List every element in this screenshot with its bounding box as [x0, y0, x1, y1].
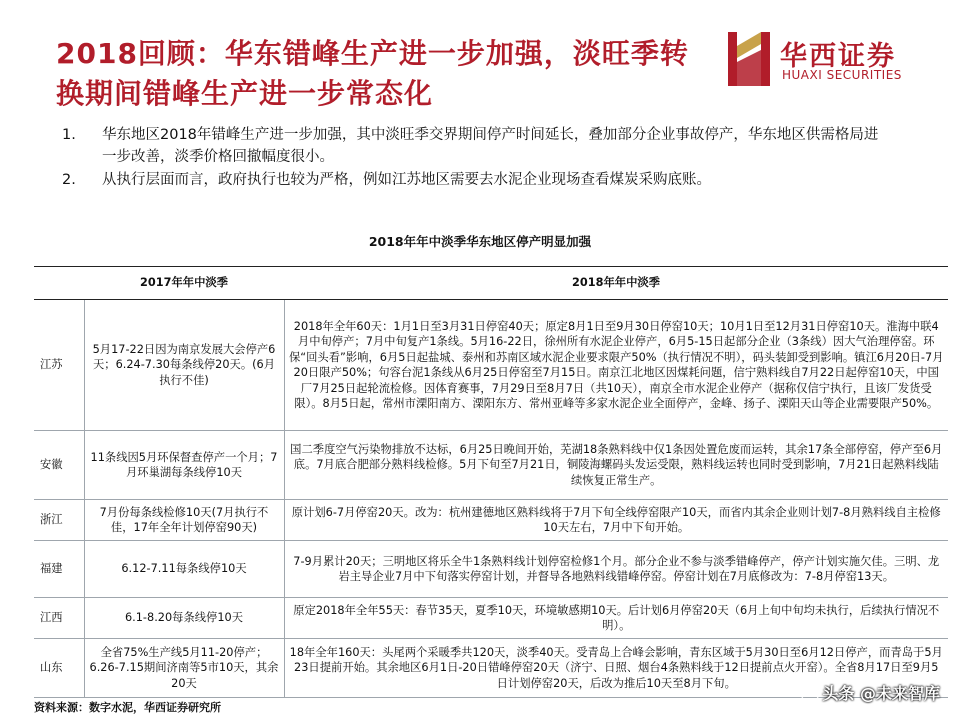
table-title: 2018年年中淡季华东地区停产明显加强 [368, 234, 592, 249]
province-cell: 江西 [34, 598, 84, 639]
shutdown-comparison-table [34, 266, 948, 698]
point-number: 1. [62, 127, 76, 143]
table-row [34, 431, 948, 500]
cell-2018: 7-9月累计20天；三明地区将乐全牛1条熟料线计划停窑检修1个月。部分企业不参与淡季错峰停产，停产计划实施欠佳。三明、龙岩主导企业7月中下旬落实停窑计划，并督导各地熟料线错峰停窑。停窑计划在7月底修改为：7-8月停窑13天。 [284, 541, 948, 598]
page-title: 2018回顾：华东错峰生产进一步加强，淡旺季转换期间错峰生产进一步常态化 [56, 37, 689, 110]
header-2017: 2017年年中淡季 [84, 267, 284, 300]
logo-text-en: HUAXI SECURITIES [782, 68, 902, 82]
table-row [34, 541, 948, 598]
key-point [62, 124, 892, 168]
table-row [34, 300, 948, 431]
header-province [34, 267, 84, 300]
cell-2018: 18年全年160天：头尾两个采暖季共120天，淡季40天。受青岛上合峰会影响，青东区域于5月30日至6月12日停产，而青岛于5月23日提前开始。其余地区6月1日-20日错峰停窑20天（济宁、日照、烟台4条熟料线于12日提前点火开窑）。全省8月17日至9月5日计划停窑20天，后改为推后10天至8月下旬。 [284, 639, 948, 698]
province-cell: 江苏 [34, 300, 84, 431]
watermark-text: 头条 @未来智库 [822, 684, 940, 703]
table-header-row [34, 267, 948, 300]
key-point [62, 169, 892, 191]
cell-2017: 7月份每条线检修10天(7月执行不佳，17年全年计划停窑90天) [84, 500, 284, 541]
watermark-logo-icon [800, 682, 820, 702]
cell-2017: 11条线因5月环保督查停产一个月；7月环巢湖每条线停10天 [84, 431, 284, 500]
cell-2018: 原定2018年全年55天：春节35天，夏季10天，环境敏感期10天。后计划6月停窑20天（6月上旬中旬均未执行，后续执行情况不明）。 [284, 598, 948, 639]
point-text: 华东地区2018年错峰生产进一步加强，其中淡旺季交界期间停产时间延长，叠加部分企业事故停产，华东地区供需格局进一步改善，淡季价格回撤幅度很小。 [102, 127, 879, 165]
province-cell: 山东 [34, 639, 84, 698]
cell-2018: 国二季度空气污染物排放不达标，6月25日晚间开始，芜湖18条熟料线中仅1条因处置危废而运转，其余17条全部停窑，停产至6月底。7月底合肥部分熟料线检修。5月下旬至7月21日，铜陵海螺码头发运受限，熟料线运转也同时受到影响，7月21日起熟料线陆续恢复正常生产。 [284, 431, 948, 500]
cell-2017: 全省75%生产线5月11-20停产；6.26-7.15期间济南等5市10天，其余20天 [84, 639, 284, 698]
huaxi-logo-icon [728, 32, 770, 86]
province-cell: 安徽 [34, 431, 84, 500]
cell-2018: 2018年全年60天：1月1日至3月31日停窑40天；原定8月1日至9月30日停窑10天；10月1日至12月31日停窑10天。淮海中联4月中旬停产；7月中旬复产1条线。5月16-22日，徐州所有水泥企业停产，6月5-15日起部分企业（3条线）因大气治理停窑。环保“回头看”影响，6月5日起盐城、泰州和苏南区域水泥企业要求限产50%（执行情况不明），码头装卸受到影响。镇江6月20日-7月20日限产50%；句容台泥1条线从6月25日停窑至7月15日。南京江北地区因煤耗问题，信宁熟料线自7月22日起停窑10天，中国厂7月25日起轮流检修。因体育赛事，7月29日至8月7日（共10天），南京全市水泥企业停产（据称仅信宁执行，且该厂发货受限）。8月5日起，常州市溧阳南方、溧阳东方、常州亚峰等多家水泥企业全面停产，金峰、扬子、溧阳天山等企业需要限产50%。 [284, 300, 948, 431]
point-number: 2. [62, 172, 76, 188]
table-row [34, 500, 948, 541]
source-note: 资料来源：数字水泥，华西证券研究所 [34, 701, 221, 714]
logo-text-cn: 华西证券 [780, 41, 896, 72]
header-2018: 2018年年中淡季 [284, 267, 948, 300]
point-text: 从执行层面而言，政府执行也较为严格，例如江苏地区需要去水泥企业现场查看煤炭采购底账。 [102, 172, 711, 188]
cell-2017: 6.12-7.11每条线停10天 [84, 541, 284, 598]
cell-2017: 6.1-8.20每条线停10天 [84, 598, 284, 639]
province-cell: 浙江 [34, 500, 84, 541]
key-points [62, 124, 892, 192]
table-row [34, 598, 948, 639]
cell-2017: 5月17-22日因为南京发展大会停产6天；6.24-7.30每条线停20天。(6月执行不佳) [84, 300, 284, 431]
province-cell: 福建 [34, 541, 84, 598]
company-logo [728, 30, 938, 90]
watermark [800, 681, 940, 704]
cell-2018: 原计划6-7月停窑20天。改为：杭州建德地区熟料线将于7月下旬全线停窑限产10天，而省内其余企业则计划7-8月熟料线自主检修10天左右，7月中下旬开始。 [284, 500, 948, 541]
